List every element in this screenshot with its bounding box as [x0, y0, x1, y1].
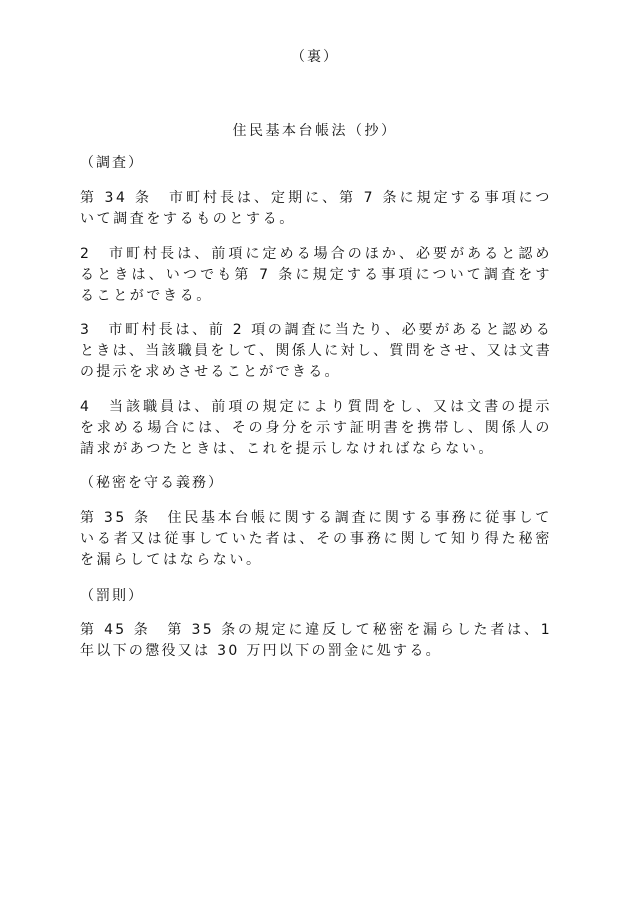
document-title: 住民基本台帳法（抄）: [232, 123, 398, 139]
article-34-paragraph-3: 3 市町村長は、前 2 項の調査に当たり、必要があると認めるときは、当該職員をして、関係人に対し、質問をさせ、又は文書の提示を求めさせることができる。: [80, 322, 552, 380]
article-45: 第 45 条 第 35 条の規定に違反して秘密を漏らした者は、1 年以下の懲役又は 30 万円以下の罰金に処する。: [80, 622, 552, 659]
section-caption-batsu: （罰則）: [80, 588, 144, 604]
article-34-paragraph-4: 4 当該職員は、前項の規定により質問をし、又は文書の提示を求める場合には、その身分を示す証明書を携帯し、関係人の請求があつたときは、これを提示しなければならない。: [80, 399, 552, 457]
article-35: 第 35 条 住民基本台帳に関する調査に関する事務に従事している者又は従事していた者は、その事務に関して知り得た秘密を漏らしてはならない。: [80, 510, 552, 568]
article-34-paragraph-2: 2 市町村長は、前項に定める場合のほか、必要があると認めるときは、いつでも第 7 条に規定する事項について調査をすることができる。: [80, 246, 552, 304]
section-caption-himitsu: （秘密を守る義務）: [80, 475, 224, 491]
page-side-mark: （裏）: [291, 49, 339, 65]
section-caption-chousa: （調査）: [80, 155, 144, 171]
article-34-paragraph-1: 第 34 条 市町村長は、定期に、第 7 条に規定する事項について調査をするものとする。: [80, 190, 552, 227]
